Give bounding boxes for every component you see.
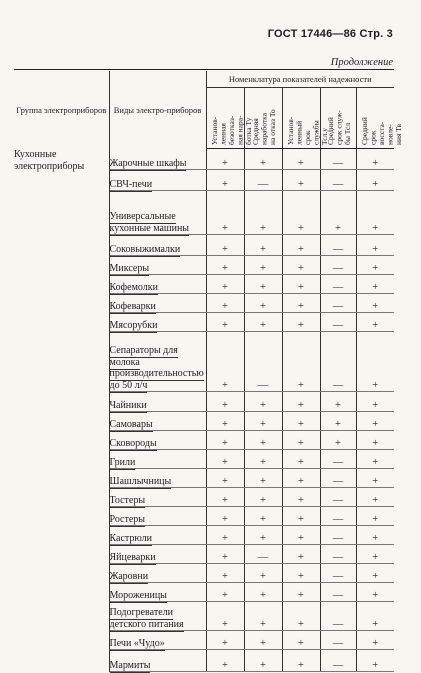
indicator-mark: +: [244, 294, 282, 313]
indicator-mark: +: [356, 431, 394, 450]
indicator-mark: +: [244, 431, 282, 450]
device-cell: [109, 149, 206, 170]
indicator-mark: —: [320, 545, 356, 564]
device-cell: [109, 631, 206, 650]
table-body: [14, 149, 394, 672]
indicator-mark: +: [244, 450, 282, 469]
indicator-mark: +: [356, 488, 394, 507]
indicator-mark: —: [320, 313, 356, 332]
indicator-mark: +: [282, 507, 320, 526]
indicator-mark: +: [320, 412, 356, 431]
indicator-mark: +: [356, 392, 394, 412]
indicator-mark: +: [356, 507, 394, 526]
indicator-mark: +: [244, 191, 282, 235]
indicator-mark: +: [244, 650, 282, 672]
indicator-mark: +: [206, 526, 244, 545]
reliability-table: [14, 71, 403, 672]
indicator-mark: +: [282, 545, 320, 564]
indicator-header: [320, 88, 356, 149]
indicator-mark: +: [244, 631, 282, 650]
indicator-mark: —: [244, 332, 282, 392]
indicator-mark: +: [206, 275, 244, 294]
table-row: [14, 149, 394, 170]
indicator-mark: —: [320, 602, 356, 631]
col-header-group: Группа электроприборов: [14, 71, 109, 149]
device-cell: [109, 256, 206, 275]
indicator-mark: —: [320, 526, 356, 545]
indicator-mark: +: [282, 450, 320, 469]
indicator-mark: +: [282, 294, 320, 313]
continuation-label: Продолжение: [330, 57, 393, 68]
device-cell: [109, 450, 206, 469]
indicator-mark: +: [206, 583, 244, 602]
indicator-mark: +: [282, 170, 320, 191]
indicator-mark: +: [244, 469, 282, 488]
indicator-mark: —: [320, 235, 356, 256]
indicator-mark: +: [244, 392, 282, 412]
indicator-mark: +: [244, 602, 282, 631]
indicator-mark: +: [244, 275, 282, 294]
indicator-mark: +: [282, 412, 320, 431]
device-name: Кофеварки: [109, 300, 156, 312]
indicator-mark: +: [206, 294, 244, 313]
device-cell: [109, 564, 206, 583]
col-header-nomenclature: Номенклатура показателей надежности: [206, 71, 394, 88]
device-name: Кофемолки: [109, 281, 158, 293]
device-cell: [109, 469, 206, 488]
indicator-mark: +: [206, 631, 244, 650]
indicator-mark: +: [356, 313, 394, 332]
indicator-mark: +: [244, 235, 282, 256]
device-cell: [109, 294, 206, 313]
device-name: Соковыжималки: [109, 243, 181, 255]
indicator-mark: —: [320, 275, 356, 294]
indicator-label: Средний срок служ- бы Тсл: [326, 110, 353, 145]
indicator-header: [282, 88, 329, 149]
indicator-mark: +: [356, 332, 394, 392]
indicator-mark: +: [282, 191, 320, 235]
device-name: Жаровни: [109, 570, 149, 582]
indicator-mark: +: [356, 170, 394, 191]
indicator-mark: +: [356, 412, 394, 431]
indicator-mark: +: [282, 431, 320, 450]
indicator-mark: —: [320, 149, 356, 170]
indicator-mark: +: [356, 602, 394, 631]
device-name: Универсальные кухонные машины: [109, 211, 190, 234]
indicator-mark: —: [320, 488, 356, 507]
device-name: Печи «Чудо»: [109, 637, 165, 649]
device-cell: [109, 650, 206, 672]
indicator-mark: —: [320, 564, 356, 583]
device-name: Сковороды: [109, 437, 157, 449]
indicator-mark: —: [244, 170, 282, 191]
device-name: Кастрюли: [109, 532, 152, 544]
indicator-mark: +: [356, 235, 394, 256]
indicator-mark: —: [320, 170, 356, 191]
indicator-mark: +: [206, 450, 244, 469]
indicator-mark: +: [244, 412, 282, 431]
device-name: Самовары: [109, 418, 153, 430]
indicator-mark: +: [206, 149, 244, 170]
device-name: Мясорубки: [109, 319, 158, 331]
indicator-mark: +: [282, 235, 320, 256]
device-cell: [109, 526, 206, 545]
indicator-mark: +: [282, 564, 320, 583]
col-header-kind: Виды электро-приборов: [109, 71, 206, 149]
indicator-mark: +: [244, 488, 282, 507]
indicator-mark: +: [282, 650, 320, 672]
device-cell: [109, 235, 206, 256]
device-cell: [109, 392, 206, 412]
indicator-label: Установ- ленный срок службы Тсл.у: [285, 116, 329, 145]
indicator-mark: +: [282, 275, 320, 294]
device-name: Жарочные шкафы: [109, 157, 187, 169]
indicator-mark: +: [206, 412, 244, 431]
device-cell: [109, 488, 206, 507]
indicator-mark: +: [282, 392, 320, 412]
indicator-mark: —: [320, 650, 356, 672]
indicator-header: [244, 88, 282, 149]
device-cell: [109, 507, 206, 526]
indicator-mark: +: [206, 170, 244, 191]
indicator-mark: +: [244, 526, 282, 545]
device-name: Шашлычницы: [109, 475, 172, 487]
indicator-mark: +: [320, 191, 356, 235]
indicator-header: [206, 88, 253, 149]
device-name: Подогреватели детского питания: [109, 607, 184, 630]
indicator-mark: +: [356, 650, 394, 672]
indicator-mark: —: [320, 631, 356, 650]
indicator-label: Средняя наработка на отказ То: [251, 109, 278, 145]
indicator-mark: +: [356, 631, 394, 650]
indicator-mark: +: [244, 507, 282, 526]
indicator-mark: +: [282, 488, 320, 507]
device-name: Мороженицы: [109, 589, 167, 601]
indicator-mark: —: [320, 332, 356, 392]
indicator-mark: —: [320, 507, 356, 526]
indicator-mark: +: [356, 545, 394, 564]
indicator-mark: +: [282, 256, 320, 275]
device-name: Тостеры: [109, 494, 146, 506]
indicator-mark: +: [206, 488, 244, 507]
indicator-mark: +: [244, 564, 282, 583]
indicator-mark: +: [206, 545, 244, 564]
device-name: Яйцеварки: [109, 551, 156, 563]
indicator-mark: +: [282, 526, 320, 545]
group-name: Кухонные электроприборы: [14, 149, 109, 672]
indicator-mark: +: [282, 602, 320, 631]
device-cell: [109, 412, 206, 431]
indicator-mark: +: [356, 275, 394, 294]
device-cell: [109, 313, 206, 332]
indicator-mark: +: [206, 392, 244, 412]
device-name: Чайники: [109, 399, 147, 411]
device-cell: [109, 170, 206, 191]
indicator-mark: +: [244, 149, 282, 170]
device-cell: [109, 332, 206, 392]
indicator-mark: +: [282, 631, 320, 650]
indicator-mark: +: [282, 332, 320, 392]
indicator-mark: —: [320, 450, 356, 469]
indicator-mark: +: [356, 191, 394, 235]
indicator-header: [356, 88, 403, 149]
indicator-mark: —: [320, 294, 356, 313]
indicator-mark: +: [320, 392, 356, 412]
indicator-mark: +: [282, 149, 320, 170]
indicator-mark: +: [356, 149, 394, 170]
indicator-mark: +: [206, 313, 244, 332]
indicator-mark: +: [244, 583, 282, 602]
indicator-mark: +: [356, 469, 394, 488]
indicator-mark: +: [356, 256, 394, 275]
indicator-mark: +: [282, 583, 320, 602]
indicator-mark: +: [356, 583, 394, 602]
indicator-mark: +: [206, 332, 244, 392]
indicator-mark: +: [206, 469, 244, 488]
indicator-mark: +: [356, 526, 394, 545]
indicator-mark: +: [320, 431, 356, 450]
indicator-mark: +: [206, 431, 244, 450]
indicator-mark: +: [356, 564, 394, 583]
device-cell: [109, 275, 206, 294]
indicator-mark: +: [206, 564, 244, 583]
indicator-mark: +: [206, 256, 244, 275]
indicator-mark: —: [320, 256, 356, 275]
indicator-mark: —: [320, 583, 356, 602]
indicator-mark: +: [282, 469, 320, 488]
indicator-mark: +: [206, 650, 244, 672]
indicator-label: Установ- ленная безотказ- ная нара- ботка Ту: [209, 115, 253, 145]
indicator-mark: +: [206, 602, 244, 631]
device-cell: [109, 602, 206, 631]
indicator-mark: +: [356, 450, 394, 469]
indicator-mark: —: [320, 469, 356, 488]
indicator-mark: —: [244, 545, 282, 564]
page-header: ГОСТ 17446—86 Стр. 3: [267, 28, 393, 40]
device-name: Ростеры: [109, 513, 146, 525]
device-name: Грили: [109, 456, 136, 468]
indicator-label: Средний срок восста- новле- ния Тв: [359, 117, 403, 145]
indicator-mark: +: [206, 191, 244, 235]
top-rule: [14, 69, 394, 70]
indicator-mark: +: [244, 256, 282, 275]
device-cell: [109, 583, 206, 602]
device-name: Миксеры: [109, 262, 150, 274]
indicator-mark: +: [282, 313, 320, 332]
indicator-mark: +: [244, 313, 282, 332]
device-cell: [109, 545, 206, 564]
device-name: Мармиты: [109, 659, 151, 671]
device-name: СВЧ-печи: [109, 178, 153, 190]
device-name: Сепараторы для молока производительностью до 50 л/ч: [109, 345, 204, 391]
indicator-mark: +: [206, 235, 244, 256]
device-cell: [109, 431, 206, 450]
indicator-mark: +: [206, 507, 244, 526]
device-cell: [109, 191, 206, 235]
indicator-mark: +: [356, 294, 394, 313]
